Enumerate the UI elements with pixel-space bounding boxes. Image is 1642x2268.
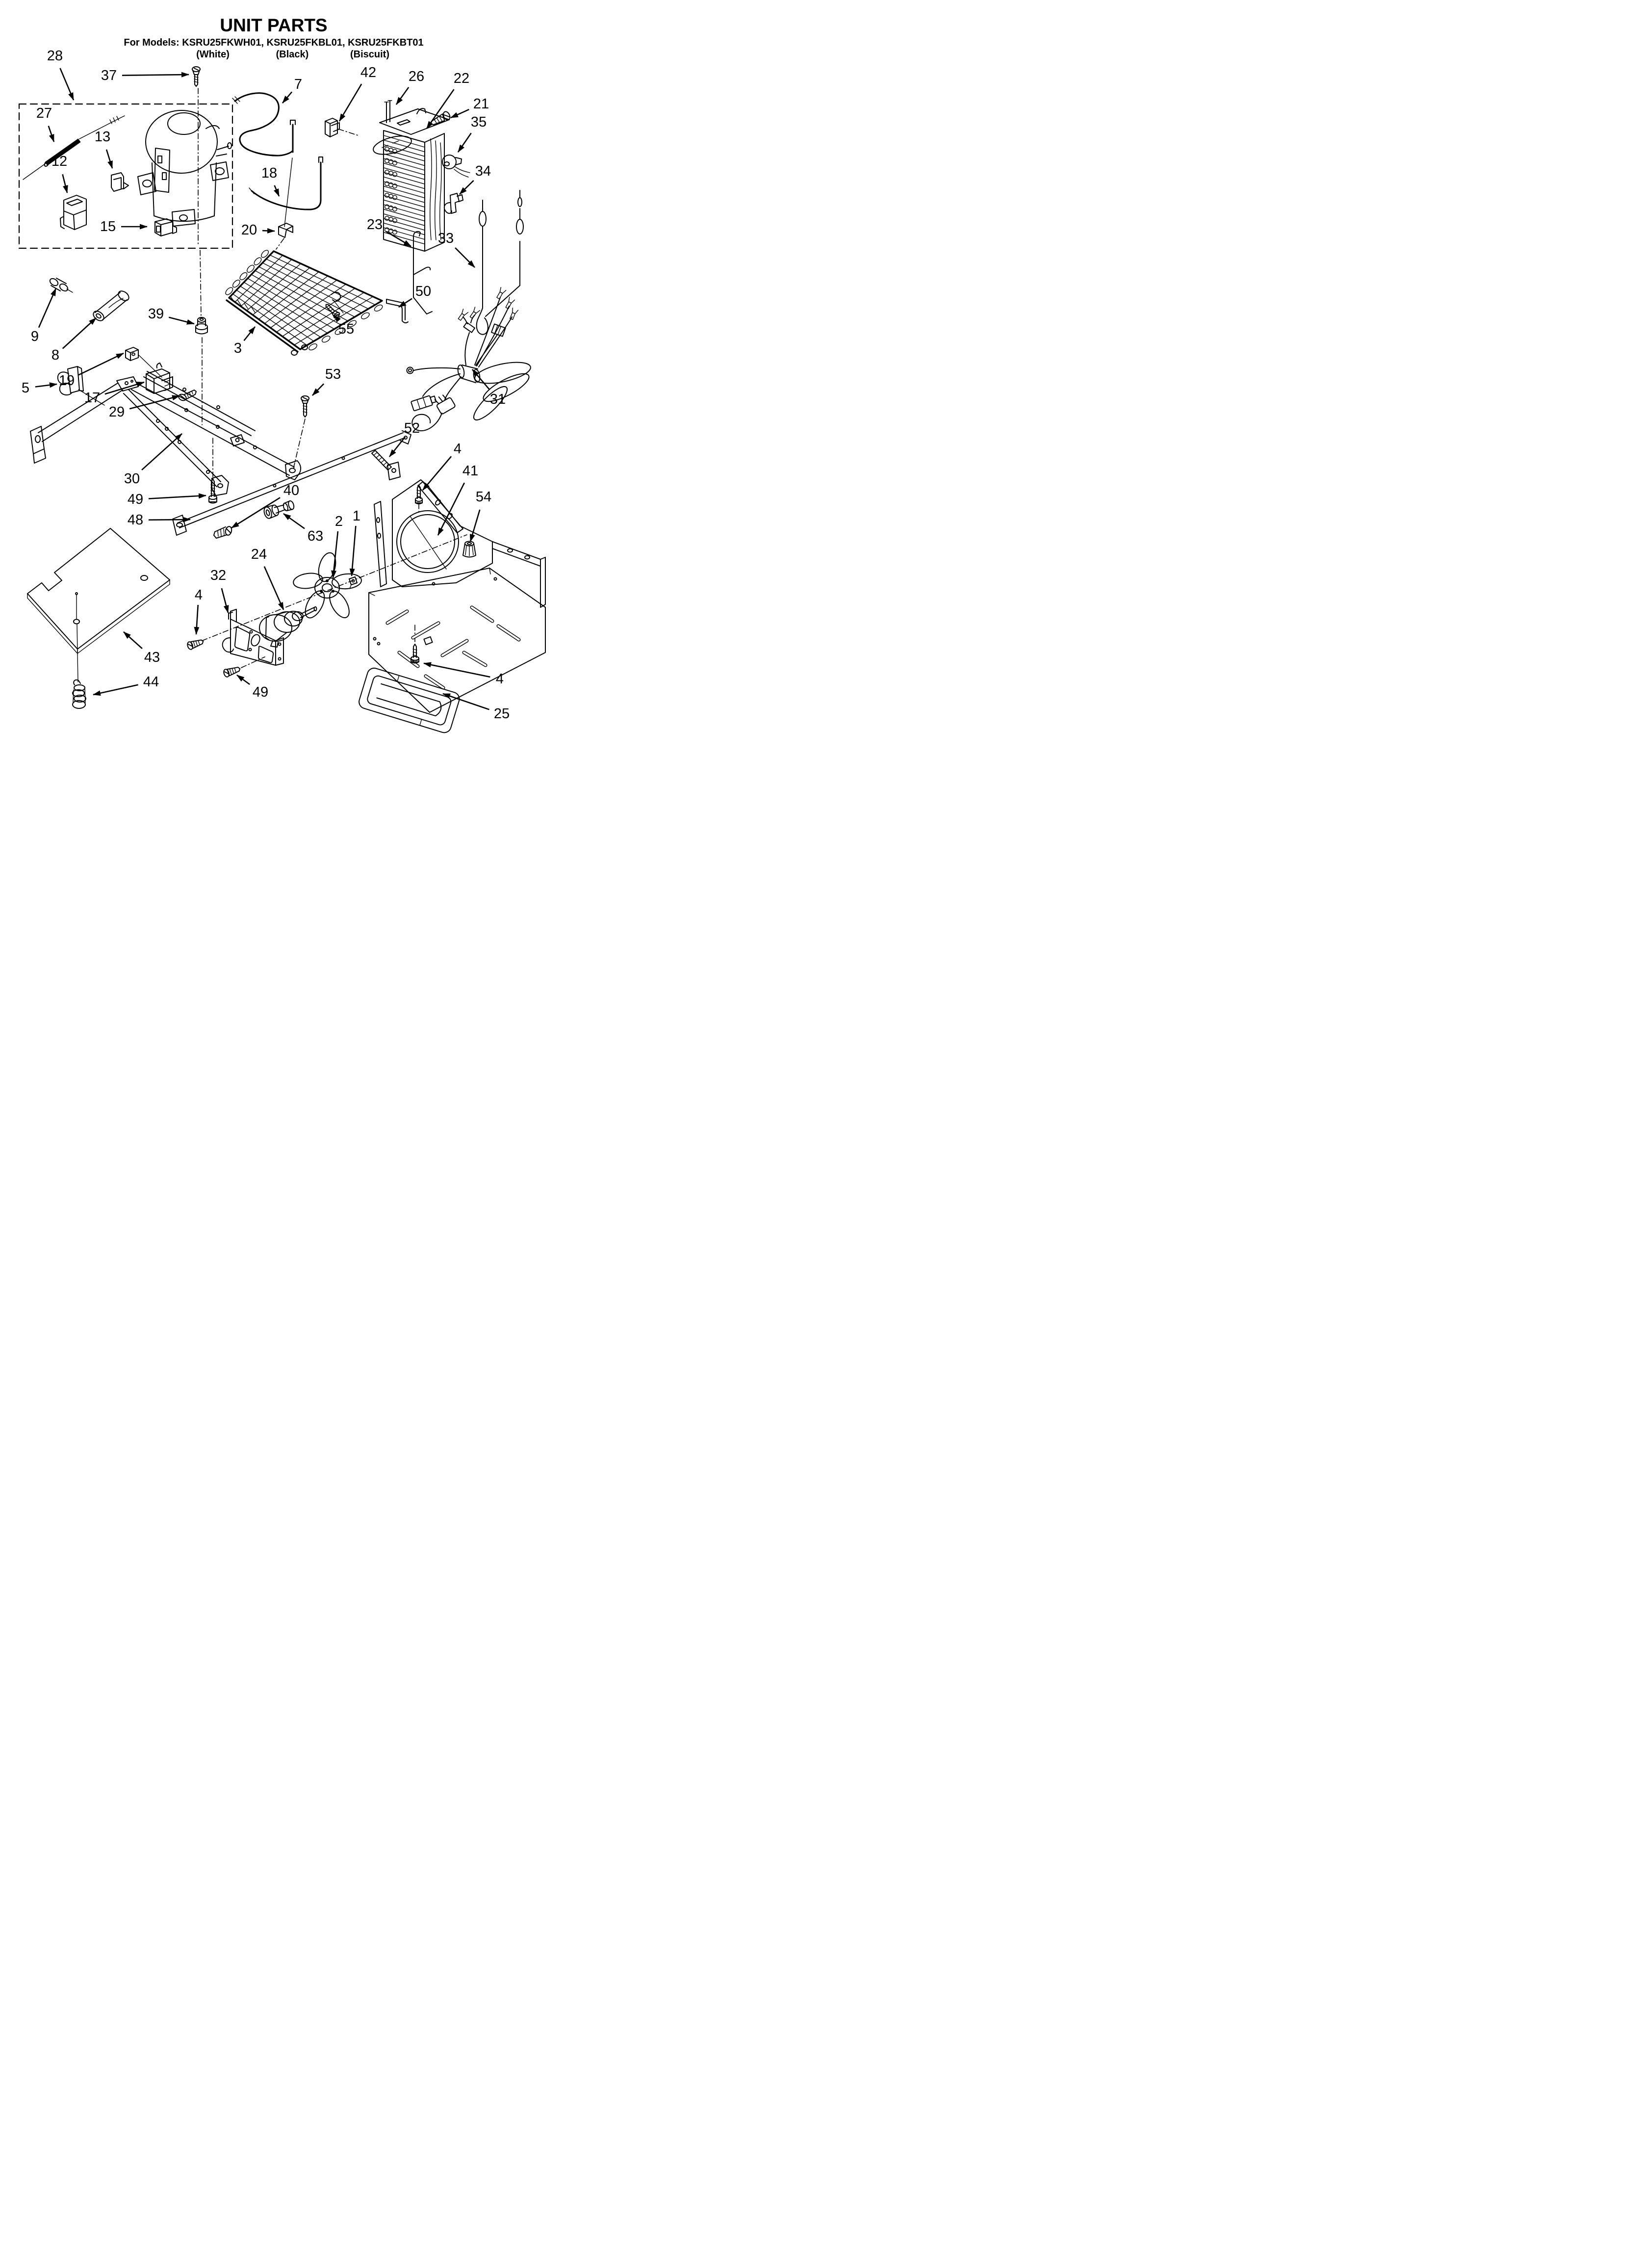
callout-29 xyxy=(109,396,180,420)
fan-motor-drawing xyxy=(259,607,317,647)
callout-arrow-9 xyxy=(39,288,56,328)
callout-arrow-44 xyxy=(93,685,138,695)
suction-tube-drawing xyxy=(249,157,323,209)
callout-label-8: 8 xyxy=(51,347,60,363)
callout-18 xyxy=(261,165,279,196)
callout-13 xyxy=(95,129,112,168)
callout-49 xyxy=(128,492,206,507)
callout-2 xyxy=(333,514,343,578)
callout-label-7: 7 xyxy=(294,77,303,92)
callout-label-27: 27 xyxy=(36,105,52,121)
callout-label-53: 53 xyxy=(325,366,341,382)
callout-label-23: 23 xyxy=(366,217,383,233)
callout-label-24: 24 xyxy=(251,547,267,562)
callout-label-15: 15 xyxy=(100,219,116,235)
callout-label-29: 29 xyxy=(108,404,125,420)
callout-32 xyxy=(210,568,228,613)
callout-label-9: 9 xyxy=(30,329,39,344)
callout-label-54: 54 xyxy=(475,489,492,505)
terminal-19-drawing xyxy=(126,347,162,377)
unit-parts-diagram xyxy=(0,0,547,756)
callout-3 xyxy=(234,327,255,356)
callout-arrow-49 xyxy=(237,675,250,684)
callout-arrow-39 xyxy=(169,317,194,324)
callout-43 xyxy=(124,632,160,665)
callout-label-19: 19 xyxy=(58,373,75,389)
callout-25 xyxy=(443,694,510,722)
callout-arrow-1 xyxy=(352,526,356,576)
coupler-63-drawing xyxy=(263,499,295,520)
callout-label-49: 49 xyxy=(127,492,144,507)
callout-arrow-53 xyxy=(312,384,324,395)
callout-37 xyxy=(101,68,189,83)
motor-bracket-drawing xyxy=(223,609,283,665)
callout-arrow-35 xyxy=(458,133,471,152)
clip-42-drawing xyxy=(325,118,339,137)
callout-label-40: 40 xyxy=(283,483,300,498)
callout-label-17: 17 xyxy=(84,390,101,406)
fan-blade-drawing xyxy=(292,551,362,621)
callout-arrow-28 xyxy=(60,68,74,100)
callout-label-22: 22 xyxy=(453,71,470,86)
callout-arrow-17 xyxy=(105,382,144,394)
callout-label-48: 48 xyxy=(127,512,144,528)
page-title: UNIT PARTS xyxy=(220,15,328,35)
grommet-9-drawing xyxy=(49,277,73,292)
callout-label-35: 35 xyxy=(470,114,487,130)
callout-63 xyxy=(283,514,323,544)
finish-label-biscuit: (Biscuit) xyxy=(350,49,389,60)
callout-arrow-63 xyxy=(283,514,305,528)
callout-7 xyxy=(282,77,302,103)
callout-arrow-4 xyxy=(424,663,490,677)
callout-arrow-54 xyxy=(470,510,480,542)
callout-label-50: 50 xyxy=(415,284,432,299)
wire-33-drawing xyxy=(477,190,523,335)
unit-base-panel-drawing xyxy=(369,568,545,712)
finish-label-white: (White) xyxy=(196,49,230,60)
callout-arrow-37 xyxy=(122,75,189,76)
callout-1 xyxy=(352,508,360,576)
callout-arrow-8 xyxy=(63,318,96,348)
callout-label-31: 31 xyxy=(489,391,506,407)
clip-13-drawing xyxy=(111,173,128,191)
callout-arrow-5 xyxy=(35,384,57,387)
callout-9 xyxy=(31,288,56,344)
clip-20-drawing xyxy=(279,223,293,237)
callout-label-26: 26 xyxy=(408,69,425,84)
callout-label-5: 5 xyxy=(21,380,30,396)
callout-arrow-21 xyxy=(451,109,469,118)
callout-label-49: 49 xyxy=(252,684,269,700)
screw-40-drawing xyxy=(214,526,232,538)
callout-label-43: 43 xyxy=(144,650,160,665)
callout-arrow-19 xyxy=(78,353,124,375)
callout-label-39: 39 xyxy=(148,306,164,322)
callout-label-12: 12 xyxy=(51,154,68,169)
callout-label-4: 4 xyxy=(194,587,203,603)
callout-19 xyxy=(59,353,124,389)
callout-arrow-43 xyxy=(124,632,142,649)
relay-overload-drawing xyxy=(60,195,86,230)
callout-arrow-41 xyxy=(438,483,464,535)
callout-33 xyxy=(438,231,475,267)
callout-label-21: 21 xyxy=(473,96,489,112)
screw-4c-drawing xyxy=(411,644,419,663)
callout-arrow-4 xyxy=(196,605,198,634)
callout-arrow-12 xyxy=(63,174,67,193)
callout-53 xyxy=(312,366,341,395)
spade-terminals xyxy=(457,287,518,321)
callout-arrow-7 xyxy=(282,92,292,103)
callout-label-41: 41 xyxy=(462,463,479,479)
wire-nut-drawing xyxy=(463,542,476,557)
callout-4 xyxy=(195,587,203,634)
callout-arrow-42 xyxy=(339,84,361,121)
callout-48 xyxy=(128,512,190,528)
callout-arrow-24 xyxy=(264,567,283,610)
clip-34-drawing xyxy=(444,193,463,213)
sleeve-8-drawing xyxy=(92,289,131,322)
callout-30 xyxy=(124,434,182,487)
callout-label-28: 28 xyxy=(47,48,63,64)
heat-exchanger-drawing xyxy=(23,116,125,180)
callout-label-13: 13 xyxy=(94,129,111,145)
callout-arrow-26 xyxy=(396,87,409,104)
callout-20 xyxy=(241,222,275,238)
callout-label-32: 32 xyxy=(210,568,227,583)
screw-4b-drawing xyxy=(186,638,204,650)
compressor-drawing xyxy=(138,110,231,226)
callout-arrow-4 xyxy=(423,456,451,490)
callout-layer xyxy=(22,48,510,722)
callout-label-25: 25 xyxy=(493,706,510,722)
callout-12 xyxy=(51,154,67,193)
callout-arrow-27 xyxy=(49,126,54,142)
callout-15 xyxy=(100,219,147,235)
finish-label-black: (Black) xyxy=(276,49,309,60)
wire-bracket-23-drawing xyxy=(413,232,432,314)
title-block xyxy=(124,15,423,60)
callout-arrow-18 xyxy=(275,185,279,196)
callout-8 xyxy=(51,318,96,363)
callout-label-55: 55 xyxy=(338,321,355,337)
callout-28 xyxy=(47,48,74,100)
callout-label-33: 33 xyxy=(437,231,454,246)
tie-strap-drawing xyxy=(372,450,391,470)
callout-arrow-13 xyxy=(106,150,112,168)
callout-44 xyxy=(93,674,159,695)
models-line: For Models: KSRU25FKWH01, KSRU25FKBL01, KSRU25FKBT01 xyxy=(124,37,424,48)
callout-label-2: 2 xyxy=(334,514,343,529)
callout-54 xyxy=(470,489,491,542)
callout-arrow-34 xyxy=(460,181,474,194)
callout-label-4: 4 xyxy=(453,441,462,457)
callout-arrow-30 xyxy=(142,434,182,470)
condenser-drawing xyxy=(224,249,383,355)
drain-pan-drawing xyxy=(358,666,461,734)
callout-50 xyxy=(399,284,431,307)
screw-37-drawing xyxy=(192,67,200,86)
callout-arrow-32 xyxy=(222,588,228,613)
callout-41 xyxy=(438,463,478,535)
callout-35 xyxy=(458,114,487,152)
callout-24 xyxy=(251,547,283,610)
callout-label-18: 18 xyxy=(261,165,278,181)
callout-label-4: 4 xyxy=(495,671,504,687)
screw-grommet-drawing xyxy=(73,680,86,708)
callout-39 xyxy=(148,306,194,324)
callout-label-3: 3 xyxy=(233,340,242,356)
callout-arrow-49 xyxy=(149,495,206,499)
callout-label-30: 30 xyxy=(124,471,140,487)
callout-label-20: 20 xyxy=(241,222,257,238)
callout-arrow-33 xyxy=(455,248,475,267)
callout-26 xyxy=(396,69,424,104)
callout-label-52: 52 xyxy=(404,420,420,436)
condenser-inlet-tube-drawing xyxy=(232,93,295,156)
callout-label-44: 44 xyxy=(143,674,159,690)
screw-4a-drawing xyxy=(415,485,422,504)
thermostat-drawing xyxy=(442,155,470,177)
callout-27 xyxy=(36,105,54,142)
fan-shroud-drawing xyxy=(374,462,545,607)
screw-53-drawing xyxy=(301,396,309,417)
callout-5 xyxy=(22,380,57,396)
callout-34 xyxy=(460,163,491,194)
callout-label-34: 34 xyxy=(475,163,491,179)
callout-49 xyxy=(237,675,268,700)
callout-label-1: 1 xyxy=(352,508,361,524)
callout-label-42: 42 xyxy=(360,65,377,80)
callout-arrow-3 xyxy=(244,327,255,340)
grommet-39-drawing xyxy=(196,317,207,334)
wiring-harness-drawing xyxy=(407,287,533,431)
callout-4 xyxy=(423,441,462,490)
relay-15-drawing xyxy=(155,219,177,236)
callout-42 xyxy=(339,65,376,121)
diagram-page xyxy=(0,0,547,756)
callout-label-37: 37 xyxy=(101,68,117,83)
callout-label-63: 63 xyxy=(307,528,324,544)
